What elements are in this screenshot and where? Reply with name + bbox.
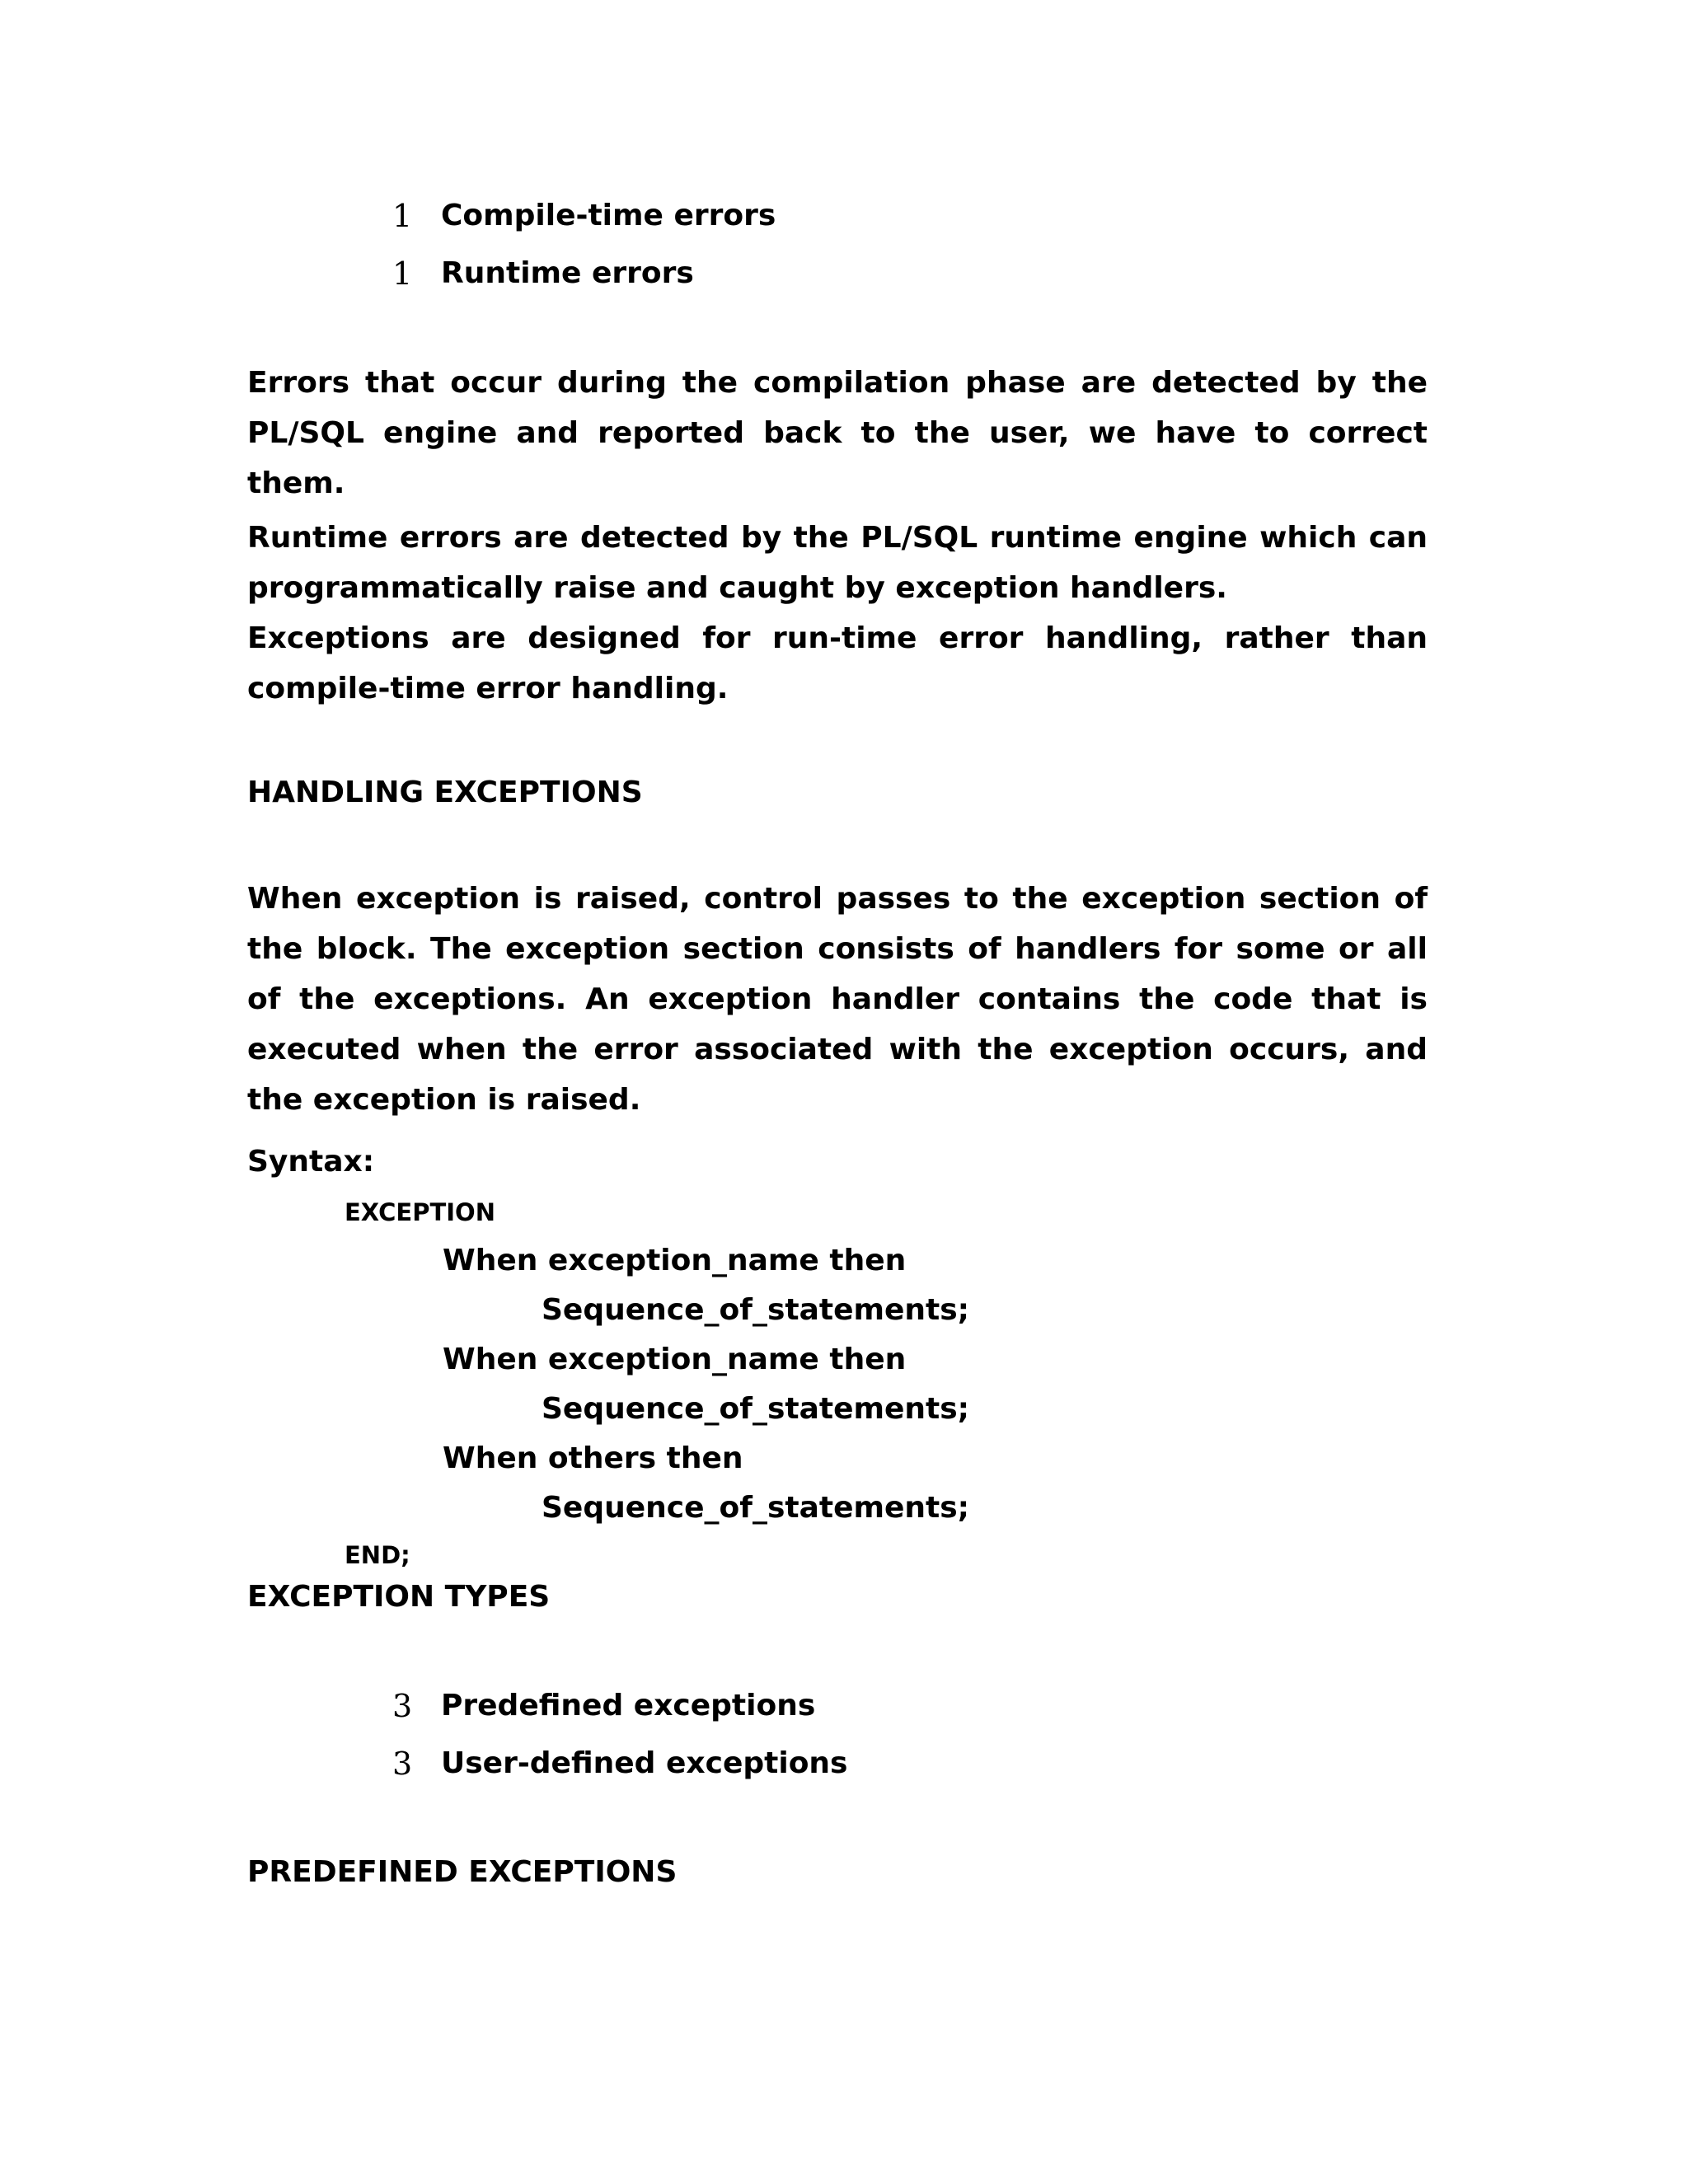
paragraph-handling-exceptions [247,874,1428,1125]
handling-exceptions-text: When exception is raised, control passes to the exception section of the block. The exception section consists of handlers for some or all of the exceptions. An exception handler contains the code that is executed when the error associated with the exception occurs, and the exception is raised. [247,882,1428,1117]
paragraph-exceptions-design [247,613,1428,714]
runtime-errors-text: Runtime errors are detected by the PL/SQL runtime engine which can programmatically raise and caught by exception handlers. [247,521,1428,605]
code-end-keyword: END; [345,1541,410,1569]
syntax-label: Syntax: [247,1145,375,1179]
code-when-clause: When exception_name then [443,1343,907,1376]
code-statement: Sequence_of_statements; [542,1293,970,1327]
code-when-others-clause: When others then [443,1441,743,1475]
exceptions-design-text: Exceptions are designed for run-time error handling, rather than compile-time error handling. [247,621,1428,705]
compile-errors-text: Errors that occur during the compilation phase are detected by the PL/SQL engine and reported back to the user, we have to correct them. [247,366,1428,500]
list-marker: 3 [392,1688,413,1724]
paragraph-compile-errors [247,358,1428,509]
list-marker: 3 [392,1746,413,1782]
heading-predefined-exceptions: PREDEFINED EXCEPTIONS [247,1855,678,1889]
heading-handling-exceptions: HANDLING EXCEPTIONS [247,776,643,809]
list-marker: 1 [392,255,413,292]
heading-exception-types: EXCEPTION TYPES [247,1580,551,1614]
code-when-clause: When exception_name then [443,1244,907,1277]
code-exception-keyword: EXCEPTION [345,1198,495,1226]
code-statement: Sequence_of_statements; [542,1491,970,1525]
list-item-runtime-errors: Runtime errors [441,256,694,290]
list-item-predefined-exceptions: Predefined exceptions [441,1689,816,1722]
list-item-user-defined-exceptions: User-defined exceptions [441,1746,848,1780]
list-marker: 1 [392,198,413,234]
paragraph-runtime-errors [247,513,1428,613]
code-statement: Sequence_of_statements; [542,1392,970,1426]
list-item-compile-time-errors: Compile-time errors [441,199,776,232]
